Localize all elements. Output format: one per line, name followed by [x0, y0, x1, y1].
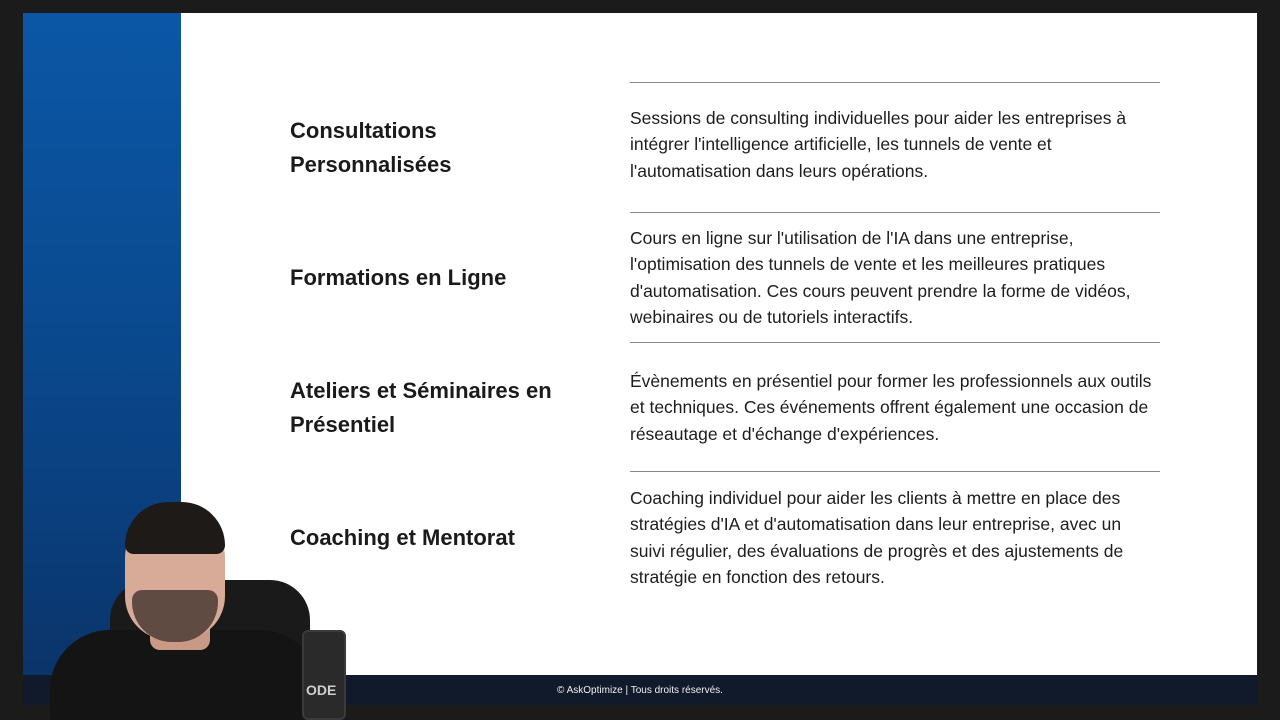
service-description-formations: Cours en ligne sur l'utilisation de l'IA dans une entreprise, l'optimisation des tunnels de vente et les meilleures pratiques d'automatisation. Ces cours peuvent prendre la forme de vidéos, webinaires ou de tutoriels interactifs. — [630, 228, 1131, 327]
service-description-coaching: Coaching individuel pour aider les clients à mettre en place des stratégies d'IA et d'automatisation dans leur entreprise, avec un suivi régulier, des évaluations de progrès et des ajustements de stratégie en fonction des retours. — [630, 488, 1124, 587]
service-description-ateliers: Évènements en présentiel pour former les professionnels aux outils et techniques. Ces événements offrent également une occasion de réseautage et d'échange d'expériences. — [630, 371, 1152, 444]
footer-copyright: © AskOptimize | Tous droits réservés. — [557, 684, 723, 696]
row-divider — [630, 212, 1160, 213]
service-title-ateliers: Ateliers et Séminaires en Présentiel — [290, 378, 552, 437]
row-divider — [630, 471, 1160, 472]
row-divider — [630, 82, 1160, 83]
presenter-hair — [125, 502, 225, 554]
microphone-brand-label: ODE — [306, 682, 337, 698]
services-table — [290, 13, 1160, 675]
service-title-coaching: Coaching et Mentorat — [290, 525, 515, 550]
row-divider — [630, 342, 1160, 343]
service-title-consultations: Consultations Personnalisées — [290, 118, 452, 177]
service-title-formations: Formations en Ligne — [290, 265, 507, 290]
presenter-webcam — [40, 490, 360, 720]
microphone — [302, 630, 346, 720]
service-description-consultations: Sessions de consulting individuelles pour aider les entreprises à intégrer l'intelligence artificielle, les tunnels de vente et l'automatisation dans leurs opérations. — [630, 108, 1127, 181]
